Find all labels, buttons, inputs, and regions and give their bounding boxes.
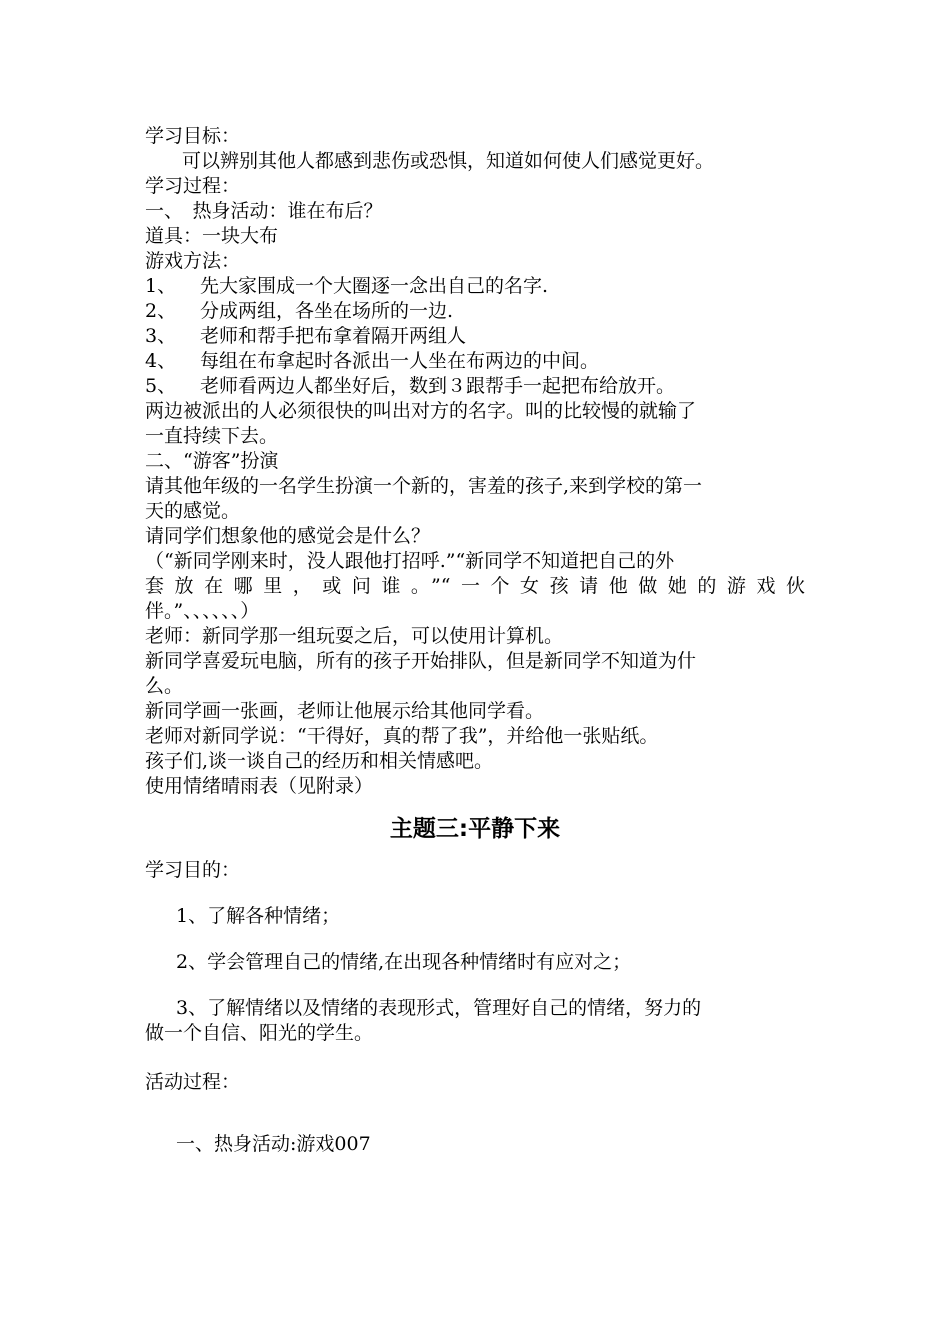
list-number: 1、 — [145, 275, 177, 297]
list-text: 每组在布拿起时各派出一人坐在布两边的中间。 — [200, 350, 600, 372]
activity-line: 一、热身活动:游戏007 — [176, 1133, 371, 1155]
list-text: 分成两组，各坐在场所的一边. — [200, 300, 454, 322]
list-item — [145, 349, 599, 374]
props-line: 道具：一块大布 — [145, 225, 279, 247]
list-text: 先大家围成一个大圈逐一念出自己的名字. — [200, 275, 549, 297]
rule-line: 一直持续下去。 — [145, 425, 279, 447]
computer-line: 新同学喜爱玩电脑，所有的孩子开始排队，但是新同学不知道为什 — [145, 650, 697, 672]
method-label: 游戏方法： — [145, 250, 241, 272]
list-text: 老师看两边人都坐好后，数到３跟帮手一起把布给放开。 — [200, 375, 676, 397]
goal-item: 2、学会管理自己的情绪,在出现各种情绪时有应对之； — [176, 951, 632, 973]
quote-line: （“新同学刚来时，没人跟他打招呼.”“新同学不知道把自己的外 — [145, 550, 675, 572]
goal-label: 学习目标： — [145, 125, 241, 147]
goal-item: 3、了解情绪以及情绪的表现形式，管理好自己的情绪，努力的 — [176, 997, 702, 1019]
computer-line: 么。 — [145, 675, 184, 697]
goal-text: 可以辨别其他人都感到悲伤或恐惧，知道如何使人们感觉更好。 — [182, 150, 715, 172]
list-text: 老师和帮手把布拿着隔开两组人 — [200, 325, 467, 347]
list-number: 3、 — [145, 325, 177, 347]
list-item — [145, 299, 453, 324]
rule-line: 两边被派出的人必须很快的叫出对方的名字。叫的比较慢的就输了 — [145, 400, 697, 422]
quote-line: 套放在哪里，或问谁。”“一个女孩请他做她的游戏伙 — [145, 575, 805, 597]
list-number: 5、 — [145, 375, 177, 397]
list-item — [145, 374, 675, 399]
imagine-line: 请同学们想象他的感觉会是什么？ — [145, 525, 431, 547]
list-item — [145, 324, 466, 349]
section-heading: 主题三:平静下来 — [389, 816, 561, 842]
role-line: 天的感觉。 — [145, 500, 241, 522]
process-label: 学习过程： — [145, 175, 241, 197]
goal-item-continued: 做一个自信、阳光的学生。 — [145, 1022, 374, 1044]
list-number: 2、 — [145, 300, 177, 322]
goal-label-2: 学习目的： — [145, 859, 241, 881]
praise-line: 老师对新同学说：“干得好，真的帮了我”，并给他一张贴纸。 — [145, 725, 659, 747]
activity2-title: 二、“游客”扮演 — [145, 450, 279, 472]
goal-item: 1、了解各种情绪； — [176, 905, 341, 927]
list-number: 4、 — [145, 350, 177, 372]
teacher-line: 老师：新同学那一组玩耍之后，可以使用计算机。 — [145, 625, 564, 647]
drawing-line: 新同学画一张画，老师让他展示给其他同学看。 — [145, 700, 545, 722]
list-item — [145, 274, 548, 299]
role-line: 请其他年级的一名学生扮演一个新的，害羞的孩子,来到学校的第一 — [145, 475, 703, 497]
process-label-2: 活动过程： — [145, 1071, 241, 1093]
activity1-title: 一、 热身活动：谁在布后？ — [145, 200, 383, 222]
chart-line: 使用情绪晴雨表（见附录） — [145, 775, 374, 797]
quote-line: 伴。”、、、、、、） — [145, 600, 260, 622]
share-line: 孩子们,谈一谈自己的经历和相关情感吧。 — [145, 750, 494, 772]
